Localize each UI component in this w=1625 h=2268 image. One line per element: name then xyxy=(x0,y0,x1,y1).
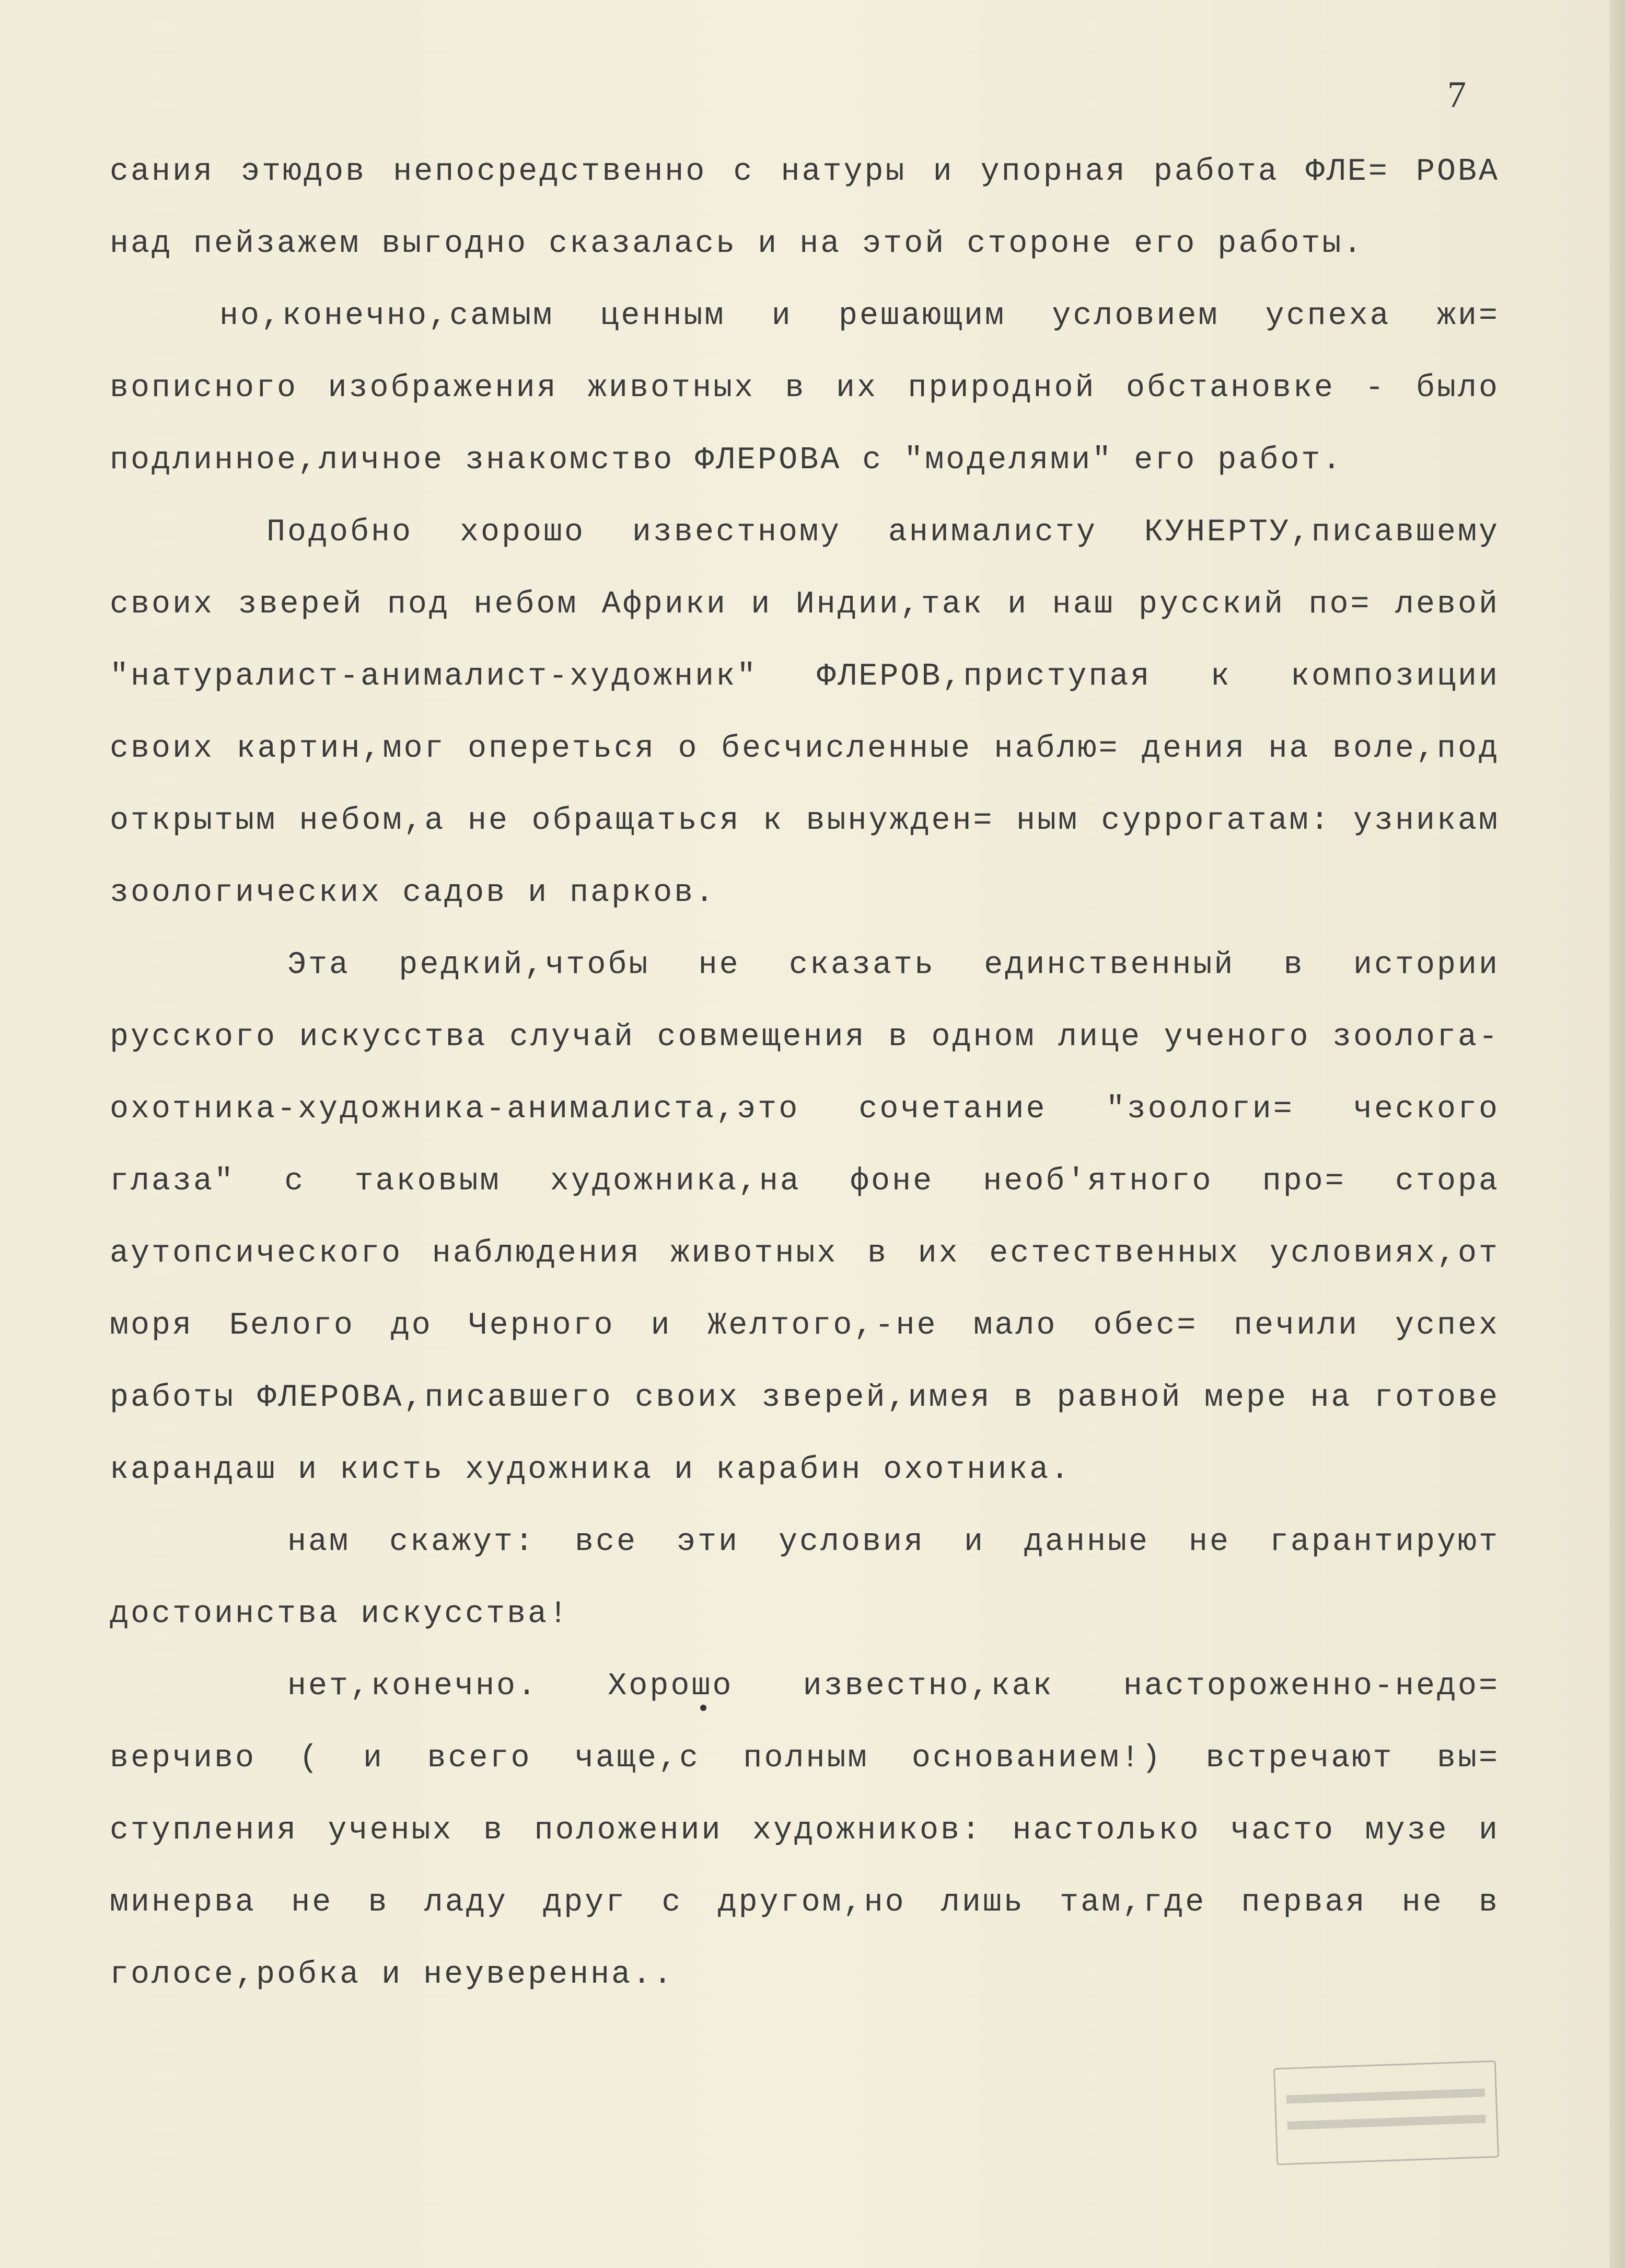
paragraph-4: Эта редкий,чтобы не сказать единственный в истории русского искусства случай совмещения в одном лице ученого зоолога-охотника-художника-анималиста,это сочетание "зоологи= ческого глаза" с таковым художника,на фоне необ'ятного про= стора аутопсического наблюдения животных в их естественных условиях,от моря Белого до Черного и Желтого,-не мало обес= печили успех работы ФЛЕРОВА,писавшего своих зверей,имея в равной мере на готове карандаш и кисть художника и карабин охотника. xyxy=(110,947,1500,1488)
typewritten-text-body xyxy=(110,136,1500,2011)
paragraph-2: но,конечно,самым ценным и решающим условием успеха жи= вописного изображения животных в их природной обстановке - было подлинное,личное знакомство ФЛЕРОВА с "моделями" его работ. xyxy=(110,298,1500,478)
paragraph-3: Подобно хорошо известному анималисту КУНЕРТУ,писавшему своих зверей под небом Африки и Индии,так и наш русский по= левой "натуралист-анималист-художник" ФЛЕРОВ,приступая к композиции своих картин,мог опереться о бесчисленные наблю= дения на воле,под открытым небом,а не обращаться к вынужден= ным суррогатам: узникам зоологических садов и парков. xyxy=(110,515,1500,911)
paragraph-1: сания этюдов непосредственно с натуры и упорная работа ФЛЕ= РОВА над пейзажем выгодно сказалась и на этой стороне его работы. xyxy=(110,154,1500,262)
paragraph-5: нам скажут: все эти условия и данные не гарантируют достоинства искусства! xyxy=(110,1524,1500,1632)
page-number: 7 xyxy=(1447,74,1466,115)
ink-speck xyxy=(700,1705,706,1711)
paragraph-6: нет,конечно. Хорошо известно,как настороженно-недо= верчиво ( и всего чаще,с полным основанием!) встречают вы= ступления ученых в положении художников: настолько часто музе и минерва не в ладу друг с другом,но лишь там,где первая не в голосе,робка и неуверенна.. xyxy=(110,1669,1500,1993)
page-edge-shadow xyxy=(1609,0,1625,2268)
faded-archive-stamp xyxy=(1273,2061,1499,2166)
